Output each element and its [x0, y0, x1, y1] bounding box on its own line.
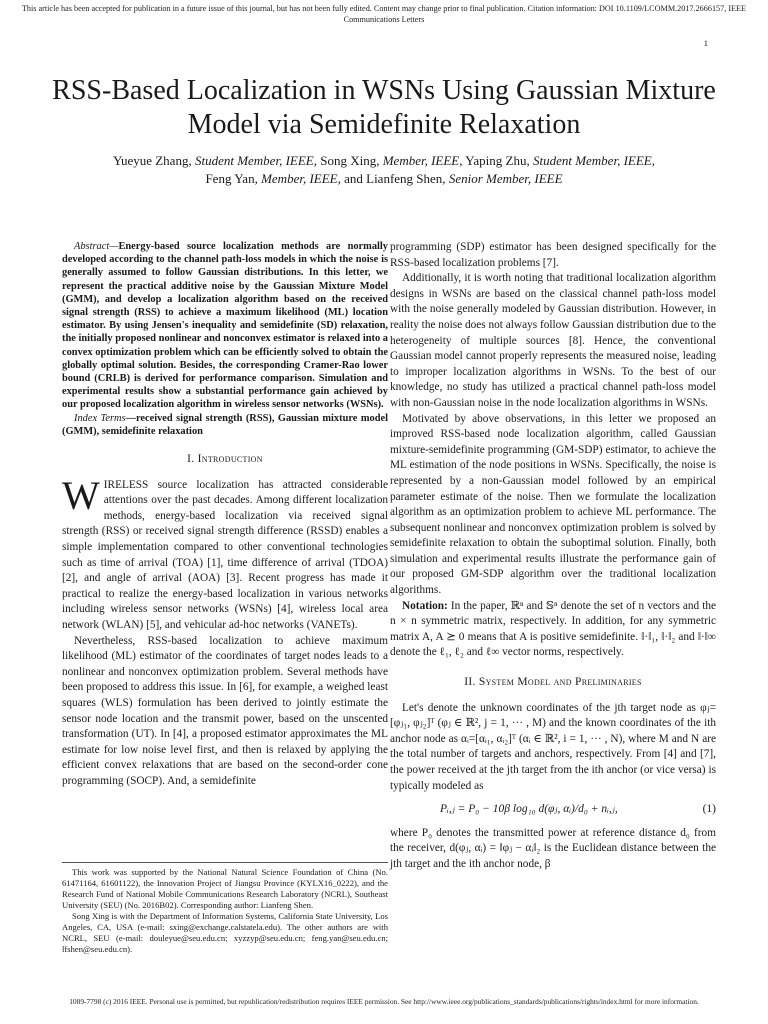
- author-role: Senior Member, IEEE: [448, 171, 563, 186]
- notation-text: In the paper, ℝⁿ and 𝕊ⁿ denote the set of n vectors and the n × n symmetric matrix, respectively. In addition, for any symmetric matrix A, A ⪰ 0 means that A is positive semidefinite. ‖·‖₁, ‖·‖₂ and ‖·‖∞ denote the ℓ₁, ℓ₂ and ℓ∞ vector norms, respectively.: [390, 599, 716, 659]
- paragraph-where: where P₀ denotes the transmitted power at reference distance d₀ from the receiver, d(φⱼ, αᵢ) = ‖φⱼ − αᵢ‖₂ is the Euclidean distance between the jth target and the ith anchor node, β: [390, 826, 716, 870]
- footnotes: [62, 862, 388, 955]
- notation-label: Notation:: [402, 599, 448, 612]
- equation-body: Pᵢ,ⱼ = P₀ − 10β log₁₀ d(φⱼ, αᵢ)/d₀ + nᵢ,ⱼ,: [440, 803, 618, 816]
- paragraph-motivation: Motivated by above observations, in this letter we proposed an improved RSS-based node localization algorithm, called Gaussian mixture-semidefinite programming (GM-SDP) estimator, to achieve the ML estimation of the node positions in WSNs. Specifically, the noise is represented by a non-Gaussian model followed by an empirical parameter estimate of the noise. Then we formulate the localization algorithm as an optimization problem to achieve ML performance. The subsequent nonlinear and nonconvex optimization problem is solved by semidefinite relaxation to obtain the suboptimal solution. Finally, both simulation and experimental results illustrate the performance gain of our proposed GM-SDP algorithm over the traditional localization algorithms.: [390, 412, 716, 597]
- intro-paragraph-1-text: IRELESS source localization has attracted considerable attentions over the past decades. Among different localization methods, energy-based localization via received signal strength (RSS) or received signal strength difference (RSSD) enables a simple implementation compared to other conventional technologies such as time of arrival (TOA) [1], time difference of arrival (TDOA) [2], and angle of arrival (AOA) [3]. Recent progress has made it practical to realize the energy-based localization in various networks including wireless sensor networks (WSNs) [4], wireless local area network (WLAN) [5], and vehicular ad-hoc networks (VANETs).: [62, 478, 388, 631]
- affiliation-footnote: Song Xing is with the Department of Information Systems, California State University, Los Angeles, CA, USA (e-mail: sxing@exchange.calstatela.edu). The other authors are with NCRL, SEU (e-mail: douleyue@seu.edu.cn; xyzzyp@seu.edu.cn; feng.yan@seu.edu.cn; lfshen@seu.edu.cn).: [62, 911, 388, 954]
- page-number: 1: [703, 38, 708, 48]
- paper-title: RSS-Based Localization in WSNs Using Gaussian Mixture Model via Semidefinite Relaxation: [52, 75, 716, 140]
- abstract: [62, 240, 388, 412]
- top-notice: This article has been accepted for publication in a future issue of this journal, but has not been fully edited. Content may change prior to final publication. Citation information: DOI 10.1109/LCOMM.2017.2666157, IEEE Communications Letters: [21, 4, 747, 24]
- author-role: Member, IEEE,: [382, 153, 463, 168]
- section-heading-system-model: II. System Model and Preliminaries: [464, 676, 642, 689]
- author-role: Student Member, IEEE,: [194, 153, 317, 168]
- equation-1: [390, 802, 716, 818]
- index-terms: [62, 412, 388, 438]
- left-column: [62, 240, 388, 790]
- paragraph-additionally: Additionally, it is worth noting that traditional localization algorithm designs in WSNs are based on the classical channel path-loss model with the noise generally modeled by Gaussian distribution. However, in reality the noise does not always follow Gaussian distribution due to the heterogeneity of multiple sources [8]. Hence, the conventional Gaussian model cannot properly represents the measured noise, leading to improper localization algorithms in WSNs. To the best of our knowledge, no study has utilized a practical channel path-loss model with non-Gaussian noise in the node localization algorithms in WSNs.: [390, 272, 716, 409]
- index-terms-label: Index Terms: [74, 412, 126, 424]
- right-column: [390, 240, 716, 873]
- drop-cap: W: [62, 472, 100, 518]
- equation-number: (1): [702, 803, 716, 816]
- intro-paragraph-2: Nevertheless, RSS-based localization to achieve maximum likelihood (ML) estimator of the coordinates of target nodes leads to a nonlinear and nonconvex optimization problem. Several methods have been proposed to address this issue. In [6], for example, a weighed least squares (WLS) formulation has been derived to jointly estimate the sensor node location and the transmit power, based on the unscented transformation (UT). In [4], a proposed estimator approximates the ML estimate for low noise level first, and then is relaxed by applying the efficient convex relaxations that are based on the second-order cone programming (SOCP). And, a semidefinite: [62, 634, 388, 787]
- abstract-text: Energy-based source localization methods are normally developed according to the channel path-loss models in which the noise is generally assumed to follow Gaussian distributions. In this letter, we represent the practical additive noise by the Gaussian Mixture Model (GMM), and develop a localization algorithm based on the received signal strength (RSS) to achieve a maximum likelihood (ML) location estimator. By using Jensen's inequality and semidefinite (SD) relaxation, the initially proposed nonlinear and nonconvex estimator is relaxed into a convex optimization problem which can be efficiently solved to obtain the globally optimal solution. Besides, the corresponding Cramer-Rao lower bound (CRLB) is derived for performance comparison. Simulation and experimental results show a substantial performance gain achieved by our proposed localization algorithm in wireless sensor networks (WSNs).: [62, 241, 388, 411]
- continued-paragraph: programming (SDP) estimator has been designed specifically for the RSS-based localization problems [7].: [390, 241, 716, 269]
- author-name: Yueyue Zhang,: [113, 153, 192, 168]
- author-name: Song Xing,: [320, 153, 380, 168]
- author-name: Yaping Zhu,: [465, 153, 530, 168]
- intro-paragraph-1: [62, 472, 388, 634]
- author-role: Student Member, IEEE,: [532, 153, 655, 168]
- index-terms-text: —received signal strength (RSS), Gaussian mixture model (GMM), semidefinite relaxation: [62, 412, 388, 437]
- copyright-notice: 1089-7798 (c) 2016 IEEE. Personal use is permitted, but republication/redistribution requires IEEE permission. See http://www.ieee.org/publications_standards/publications/rights/index.html for more information.: [69, 997, 699, 1006]
- author-name: and Lianfeng Shen,: [344, 171, 446, 186]
- section-heading-introduction: I. Introduction: [187, 453, 263, 466]
- author-list: [40, 152, 728, 188]
- paragraph-system-model: Let's denote the unknown coordinates of the jth target node as φⱼ=[φⱼ₁, φⱼ₂]ᵀ (φⱼ ∈ ℝ², j = 1, ··· , M) and the known coordinates of the ith anchor node as αᵢ=[αᵢ₁, αᵢ₂]ᵀ (αᵢ ∈ ℝ², i = 1, ··· , N), where M and N are the total number of targets and anchors, respectively. From [4] and [7], the power received at the jth target from the ith anchor (or vice versa) is typically modeled as: [390, 701, 716, 792]
- funding-footnote: This work was supported by the National Natural Science Foundation of China (No. 61471164, 61601122), the Innovation Project of Jiangsu Province (KYLX16_0222), and the Research Fund of National Mobile Communications Research Laboratory (NCRL), Southeast University (SEU) (No. 2016B02). Corresponding author: Lianfeng Shen.: [62, 867, 388, 910]
- paragraph-notation: [390, 599, 716, 661]
- author-role: Member, IEEE,: [261, 171, 341, 186]
- author-name: Feng Yan,: [205, 171, 258, 186]
- abstract-label: Abstract—: [74, 241, 119, 252]
